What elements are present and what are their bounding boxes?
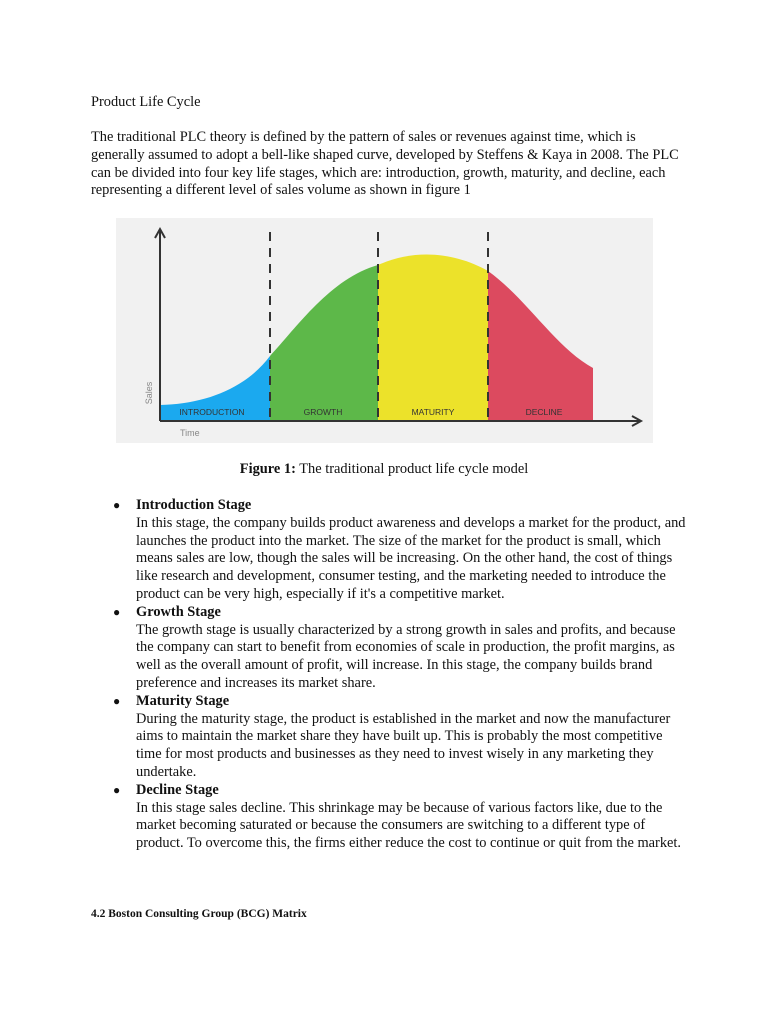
y-axis-label: Sales — [144, 381, 154, 405]
list-item — [91, 693, 691, 782]
stage-list — [91, 497, 691, 853]
decline-region — [488, 271, 593, 421]
plc-figure — [116, 218, 653, 443]
stage-label-growth: GROWTH — [303, 407, 343, 417]
stage-description: In this stage, the company builds product awareness and develops a market for the product, and launches the product into the market. The size of the market for the product is small, which means sales are low, though the sales will be increasing. On the other hand, the cost of things like research and development, consumer testing, and the marketing needed to introduce the product can be very high, especially if it's a competitive market. — [136, 514, 686, 602]
caption-prefix: Figure 1: — [239, 461, 296, 477]
section-heading: 4.2 Boston Consulting Group (BCG) Matrix — [91, 908, 307, 920]
maturity-region — [378, 255, 488, 421]
list-item — [91, 604, 691, 693]
bullet-icon: ● — [113, 498, 121, 512]
bullet-icon: ● — [113, 604, 121, 619]
stage-description: The growth stage is usually characterized by a strong growth in sales and profits, and because the company can start to benefit from economies of scale in production, the profit margins, as well as the overall amount of profit, will increase. In this stage, the company builds brand preference and increases its market share. — [136, 621, 676, 691]
stage-title: Maturity Stage — [136, 692, 230, 709]
stage-label-maturity: MATURITY — [411, 407, 455, 417]
bullet-icon: ● — [113, 782, 121, 797]
stage-label-decline: DECLINE — [525, 407, 563, 417]
stage-description: During the maturity stage, the product is established in the market and now the manufacturer aims to maintain the market share they have built up. This is probably the most competitive time for most products and businesses as they need to invest wisely in any marketing they undertake. — [136, 710, 671, 780]
stage-label-introduction: INTRODUCTION — [179, 407, 245, 417]
figure-caption — [0, 461, 768, 479]
list-item — [91, 782, 691, 853]
intro-paragraph: The traditional PLC theory is defined by the pattern of sales or revenues against time, which is generally assumed to adopt a bell-like shaped curve, developed by Steffens & Kaya in 2008. The PLC can be divided into four key life stages, which are: introduction, growth, maturity, and decline, each representing a different level of sales volume as shown in figure 1 — [91, 129, 679, 199]
stage-description: In this stage sales decline. This shrinkage may be because of various factors like, due to the market becoming saturated or because the consumers are switching to a different type of product. To overcome this, the firms either reduce the cost to continue or quit from the market. — [136, 799, 682, 852]
stage-title: Introduction Stage — [136, 497, 252, 513]
stage-title: Decline Stage — [136, 781, 219, 798]
caption-text: The traditional product life cycle model — [299, 461, 529, 477]
page-heading: Product Life Cycle — [91, 94, 201, 110]
list-item — [91, 497, 691, 604]
growth-region — [270, 265, 378, 421]
x-axis-label: Time — [180, 428, 200, 438]
plc-diagram — [116, 218, 653, 443]
stage-title: Growth Stage — [136, 603, 221, 620]
bullet-icon: ● — [113, 693, 121, 708]
